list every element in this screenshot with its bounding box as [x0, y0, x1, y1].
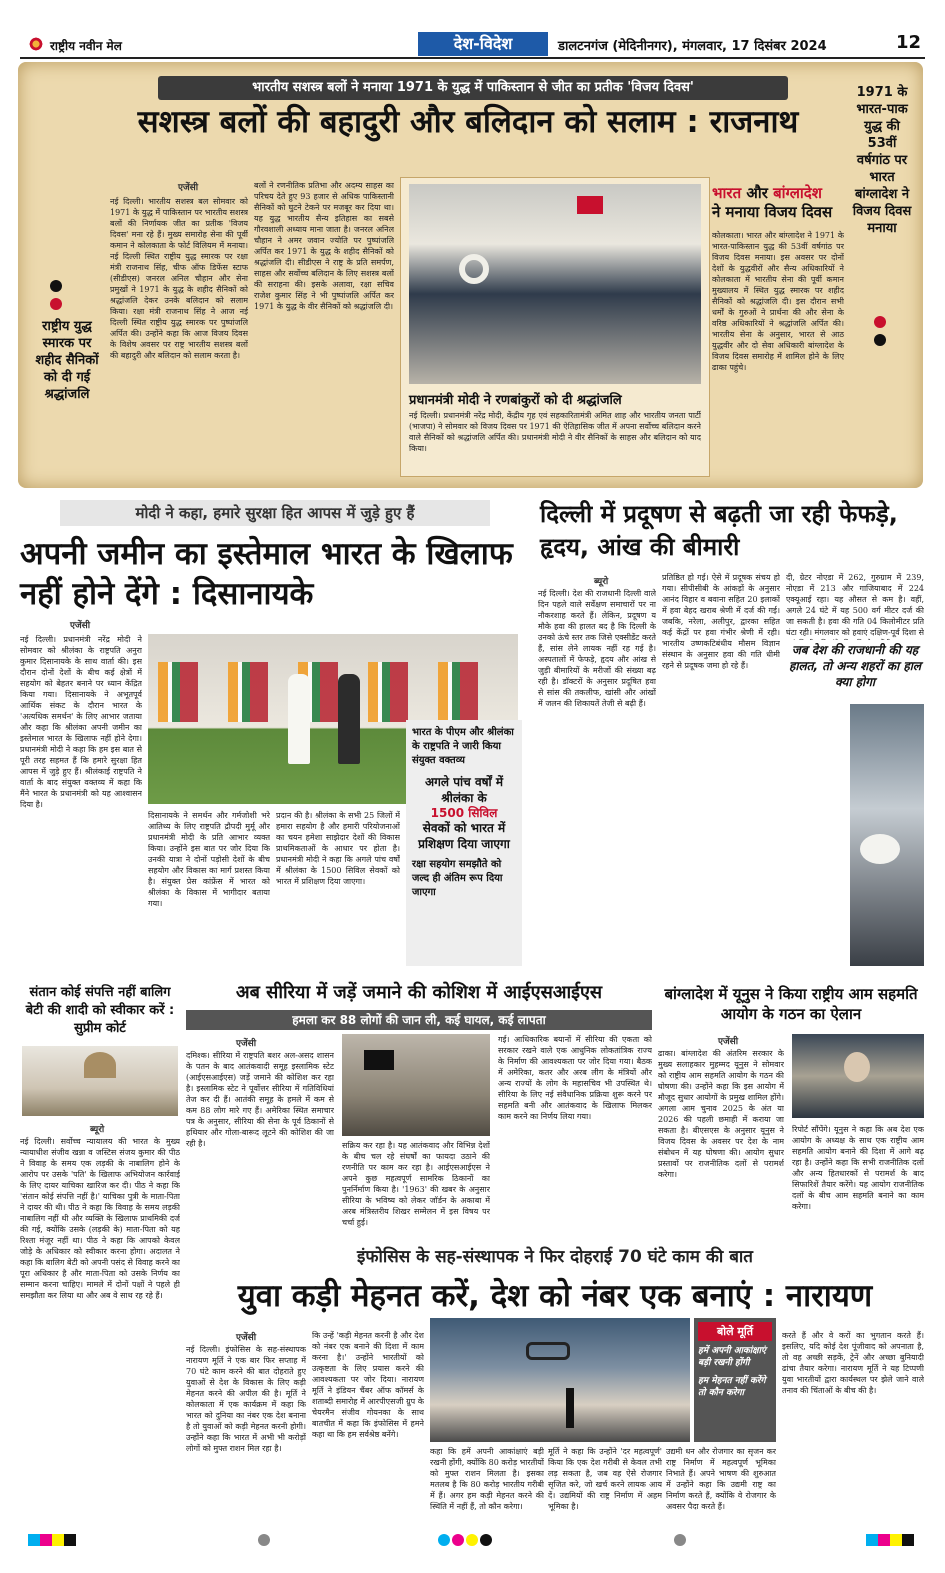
right-side-note: 1971 के भारत-पाक युद्ध की 53वीं वर्षगांठ पर भारत बांग्लादेश ने विजय दिवस मनाया [852, 85, 912, 236]
isis-fighters-photo [342, 1034, 490, 1136]
reg-mark-m [452, 1534, 464, 1546]
vijay-photo-caption: प्रधानमंत्री मोदी ने रणबांकुरों को दी श्रद्धांजलि [409, 393, 622, 408]
syria-col1: दमिश्क। सीरिया में राष्ट्रपति बशर अल-असद शासन के पतन के बाद आतंकवादी समूह इस्लामिक स्टेट (आईएसआईएस) जड़ें जमाने की कोशिश कर रहा है। इस्लामिक स्टेट ने पूर्वोत्तर सीरिया में गतिविधियां तेज कर दी हैं। आतंकी समूह के हमले में कम से कम 88 लोग मारे गए हैं। अमेरिका स्थित समाचार पत्र के अनुसार, सीरिया की सेना के पूर्व ठिकानों से हथियार और गोला-बारूद लूटने की कोशिश की जा रही है। [186, 1051, 334, 1148]
bd-vijay-word-india: भारत [712, 184, 742, 202]
yellow-block-r [890, 1534, 902, 1546]
section-label: देश-विदेश [418, 32, 548, 56]
narayan-story [186, 1244, 924, 1528]
magenta-block-r [878, 1534, 890, 1546]
paper-name: राष्ट्रीय नवीन मेल [50, 39, 122, 53]
yunus-photo [792, 1034, 924, 1118]
black-flag [364, 1050, 394, 1070]
narayan-col3: करते हैं और वे करों का भुगतान करते हैं। इसलिए, यदि कोई देश पूंजीवाद को अपनाता है, तो वह अच्छी सड़कें, ट्रेनें और अच्छा बुनियादी ढांचा तैयार करेगा। नारायण मूर्ति ने यह टिप्पणी युवा भारतीयों द्वारा कार्यस्थल पर झेले जाने वाले तनाव की चिंताओं के बीच की है। [782, 1331, 924, 1395]
page-number: 12 [895, 32, 921, 53]
delhi-col1: नई दिल्ली। देश की राजधानी दिल्ली वाले दिन पहले वाले सर्वेक्षण समाचारों पर ना नौकरशाह करते हैं। लेकिन, प्रदूषण य मौके हवा की हालत बद है कि दिल्ली के उनको ऊंचे स्तर तक जिसे एक्सीडेंट करते हैं, सांस लेने लायक नहीं रह गई है। अस्पतालों में फेफड़े, हृदय और आंख से जुड़ी बीमारियों के मरीजों की संख्या बढ़ रही है। डॉक्टरों के अनुसार प्रदूषित हवा से सांस की तकलीफ, खांसी और आंखों में जलन की शिकायतें तेजी से बढ़ी हैं। [538, 589, 656, 708]
fact-mid-1: अगले पांच वर्षों में श्रीलंका के [424, 775, 504, 805]
vijay-diwas-panel [18, 62, 923, 488]
bd-vijay-text: कोलकाता। भारत और बांग्लादेश ने 1971 के भारत-पाकिस्तान युद्ध की 53वीं वर्षगांठ पर विजय दिवस मनाया। इस अवसर पर दोनों देशों के युद्धवीरों और सैन्य अधिकारियों ने कोलकाता में भारतीय सेना की पूर्वी कमान मुख्यालय में स्थित युद्ध स्मारक पर शहीद सैनिकों को श्रद्धांजलि दी। इस दौरान सभी धर्मों के गुरुओं ने प्रार्थना की और सेना के वरिष्ठ अधिकारियों ने श्रद्धांजलि अर्पित की। भारतीय सेना के अनुसार, भारत से आठ युद्धवीर और दो सेवा अधिकारी बांग्लादेश के विजय दिवस समारोह में शामिल होने के लिए ढाका पहुंचे। [712, 231, 844, 372]
modi-fact-box [406, 720, 522, 966]
modi-story [20, 494, 530, 974]
right-dot-red [874, 316, 886, 328]
bd-byline: एजेंसी [718, 1037, 739, 1047]
black-block [64, 1534, 76, 1546]
magenta-block [40, 1534, 52, 1546]
bd-vijay-word-bangladesh: बांग्लादेश [773, 184, 822, 202]
bd-yunus-headline: बांग्लादेश में यूनुस ने किया राष्ट्रीय आम सहमति आयोग के गठन का ऐलान [664, 985, 918, 1023]
vijay-kicker: भारतीय सशस्त्र बलों ने मनाया 1971 के युद्ध में पाकिस्तान से जीत का प्रतीक 'विजय दिवस' [158, 76, 788, 100]
reg-mark-1 [258, 1534, 270, 1546]
header-rule [20, 57, 925, 59]
vijay-photo-text: नई दिल्ली। प्रधानमंत्री नरेंद्र मोदी, केंद्रीय गृह एवं सहकारितामंत्री अमित शाह और भारतीय जनता पार्टी (भाजपा) ने सोमवार को विजय दिवस पर 1971 की ऐतिहासिक जीत में अपना सर्वोच्च बलिदान करने वाले सैनिकों को श्रद्धांजलि अर्पित की। प्रधानमंत्री मोदी ने वीर सैनिकों के साहस और बलिदान को याद किया। [409, 411, 701, 453]
page-header [20, 30, 925, 60]
sc-headline: संतान कोई संपत्ति नहीं बालिग बेटी की शादी को स्वीकार करें : सुप्रीम कोर्ट [25, 985, 175, 1036]
color-registration-strip [20, 1534, 925, 1548]
vijay-col1: नई दिल्ली। भारतीय सशस्त्र बल सोमवार को 1971 के युद्ध में पाकिस्तान पर भारतीय सशस्त्र बलों की निर्णायक जीत का प्रतीक 'विजय दिवस' मना रहे हैं। मुख्य समारोह सेना की पूर्वी कमान ने कोलकाता के फोर्ट विलियम में मनाया। नई दिल्ली स्थित राष्ट्रीय युद्ध स्मारक पर रक्षा मंत्री राजनाथ सिंह, चीफ ऑफ डिफेंस स्टाफ (सीडीएस) जनरल अनिल चौहान और सेना प्रमुखों ने 1971 के युद्ध के शहीद सैनिकों को श्रद्धांजलि देकर उनके बलिदान को सलाम किया। रक्षा मंत्री राजनाथ सिंह ने आज नई दिल्ली स्थित राष्ट्रीय युद्ध स्मारक पर पुष्पांजलि अर्पित की। उन्होंने कहा कि आज विजय दिवस के विशेष अवसर पर राष्ट्र भारतीय सशस्त्र बलों की बहादुरी और बलिदान को सलाम करता है। [110, 197, 248, 360]
supreme-court-photo [22, 1046, 178, 1116]
delhi-col3-rest [786, 704, 846, 966]
vijay-byline: एजेंसी [178, 183, 199, 193]
narayan-murthy-photo [430, 1318, 690, 1442]
right-dot-black [874, 334, 886, 346]
bd-col2: रिपोर्ट सौंपेंगे। यूनुस ने कहा कि अब देश एक आयोग के अध्यक्ष के साथ एक राष्ट्रीय आम सहमति आयोग बनाने की दिशा में आगे बढ़ रहा है। उन्होंने कहा कि सभी राजनीतिक दलों और अन्य हितधारकों से परामर्श के बाद सिफारिशें तैयार करेंगे। यह आयोग राजनीतिक दलों के बीच आम सहमति बनाने का काम करेगा। [792, 1125, 924, 1211]
sc-text: नई दिल्ली। सर्वोच्च न्यायालय की भारत के मुख्य न्यायाधीश संजीव खन्ना व जस्टिस संजय कुमार की पीठ ने विवाह के समय एक लड़की के नाबालिग होने के आरोप पर उसके 'पति' के खिलाफ अभियोजन कार्रवाई के लिए दायर याचिका खारिज कर दी। पीठ ने कहा कि 'संतान कोई संपत्ति नहीं है।' याचिका पुत्री के माता-पिता ने दायर की थी। पीठ ने कहा कि विवाह के समय लड़की नाबालिग नहीं थी और व्यक्ति के खिलाफ प्राथमिकी दर्ज की गई, क्योंकि उसके (लड़की के) माता-पिता को यह रिश्ता मंजूर नहीं था। पीठ ने कहा कि आपको केवल जोड़े के अधिकार को स्वीकार करना होगा। अदालत ने कहा कि बालिग बेटी को अपनी पसंद से विवाह करने का पूरा अधिकार है और माता-पिता को उसके निर्णय का सम्मान करना चाहिए। मामले में दोनों पक्षों ने पहले ही समझौता कर लिया था और अब वे साथ रह रहे हैं। [20, 1137, 180, 1300]
quote-box-line-1: हमें अपनी आकांक्षाएं बड़ी रखनी होंगी [698, 1346, 766, 1368]
reg-mark-c [438, 1534, 450, 1546]
paper-logo [28, 36, 44, 52]
delhi-byline: ब्यूरो [594, 577, 609, 587]
mask-shape [860, 834, 900, 864]
narayan-headline: युवा कड़ी मेहनत करें, देश को नंबर एक बनाएं : नारायण [237, 1278, 873, 1314]
fact-bullet-1: भारत के पीएम और श्रीलंका के राष्ट्रपति ने जारी किया संयुक्त वक्तव्य [412, 727, 514, 766]
reg-mark-k [480, 1534, 492, 1546]
modi-kicker: मोदी ने कहा, हमारे सुरक्षा हित आपस में जुड़े हुए हैं [60, 500, 490, 526]
reg-mark-y [466, 1534, 478, 1546]
person-right [338, 674, 360, 764]
bd-yunus-story [658, 984, 924, 1236]
syria-subhead: हमला कर 88 लोगों की जान ली, कई घायल, कई लापता [186, 1010, 652, 1030]
wreath-shape [459, 254, 489, 284]
bd-vijay-headline [712, 184, 844, 222]
mask-man-photo [850, 704, 924, 966]
modi-col1: नई दिल्ली। प्रधानमंत्री नरेंद्र मोदी ने सोमवार को श्रीलंका के राष्ट्रपति अनुरा कुमार दिसानायके के साथ वार्ता की। इस दौरान दोनों देशों के बीच कई क्षेत्रों में सहयोग को बेहतर बनाने पर ध्यान केंद्रित किया गया। दिसानायके ने अभूतपूर्व आर्थिक संकट के दौरान भारत के 'अत्यधिक समर्थन' के लिए आभार जताया और कहा कि श्रीलंका अपनी जमीन का इस्तेमाल भारत के खिलाफ नहीं होने देगा। प्रधानमंत्री मोदी ने कहा कि हम इस बात से पूरी तरह सहमत हैं कि हमारे सुरक्षा हित आपस में जुड़े हुए हैं। श्रीलंकाई राष्ट्रपति ने वार्ता के बाद संयुक्त वक्तव्य में कहा कि मैंने भारत के प्रधानमंत्री को यह आश्वासन दिया है। [20, 635, 142, 809]
narayan-under3: उद्यमी धन और रोजगार का सृजन कर राष्ट्र निर्माण में महत्वपूर्ण भूमिका निभाते हैं। अपने भाषण की शुरुआत में उन्होंने कहा कि उद्यमी राष्ट्र का निर्माण करते हैं, क्योंकि वे रोजगार के अवसर पैदा करते हैं। [666, 1447, 776, 1511]
glasses-shape [526, 1342, 570, 1360]
cyan-block-r [866, 1534, 878, 1546]
syria-byline: एजेंसी [236, 1039, 257, 1049]
syria-col3: गई। आधिकारिक बयानों में सीरिया की एकता को सरकार रखने वाले एक आधुनिक लोकतांत्रिक राज्य के निर्माण की आवश्यकता पर जोर दिया गया। बैठक में अमेरिका, कतर और अरब लीग के मंत्रियों और अन्य राज्यों के लोग के महासचिव भी उपस्थित थे। सीरिया के लिए नई संवैधानिक प्रक्रिया शुरू करने पर सहमति बनी और आतंकवाद के खिलाफ मिलकर काम करने का निर्णय लिया गया। [498, 1035, 652, 1121]
delhi-col3: दी, ग्रेटर नोएडा में 262, गुरुग्राम में 239, नोएडा में 213 और गाजियाबाद में 224 एक्यूआई रहा। यह औसत से कम है। वहीं, अगले 24 घंटे में यह 500 वर्ग मीटर दर्ज की जा सकती है। हवा की गति 04 किलोमीटर प्रति घंटा रही। मंगलवार को हवाएं दक्षिण-पूर्व दिशा से [786, 573, 924, 637]
ribbon-dot-red [50, 298, 62, 310]
narayan-byline: एजेंसी [236, 1333, 257, 1343]
quote-box-title: बोले मूर्ति [698, 1322, 772, 1341]
person-left [288, 674, 310, 764]
vijay-photo-frame [400, 177, 710, 477]
left-note: राष्ट्रीय युद्ध स्मारक पर शहीद सैनिकों को दी गई श्रद्धांजलि [35, 319, 99, 402]
flag-red [577, 196, 603, 214]
bd-col1: ढाका। बांग्लादेश की अंतरिम सरकार के मुख्य सलाहकार मुहम्मद यूनुस ने सोमवार को राष्ट्रीय आम सहमति आयोग के गठन की घोषणा की। उन्होंने कहा कि इस आयोग में मौजूद सुधार आयोगों के प्रमुख शामिल होंगे। अगला आम चुनाव 2025 के अंत या 2026 की पहली छमाही में कराया जा सकता है। बीएसएस के अनुसार यूनुस ने विजय दिवस के अवसर पर देश के नाम संबोधन में यह घोषणा की। आयोग सुधार प्रस्तावों पर राजनीतिक दलों से परामर्श करेगा। [658, 1049, 784, 1179]
narayan-kicker: इंफोसिस के सह-संस्थापक ने फिर दोहराई 70 घंटे काम की बात [356, 1247, 754, 1267]
modi-byline: एजेंसी [70, 621, 91, 631]
narayan-under2: मूर्ति ने कहा कि उन्होंने 'दर महत्वपूर्ण' किया कि एक देश गरीबी से केवल तभी लड़ सकता है, जब वह ऐसे रोजगार सृजित करे, जो खर्च करने लायक आय दें। उद्यमियों की राष्ट्र निर्माण में अहम भूमिका है। [548, 1447, 662, 1511]
fact-bullet-2: रक्षा सहयोग समझौते को जल्द ही अंतिम रूप दिया जाएगा [412, 859, 503, 898]
delhi-pollution-story [538, 494, 924, 974]
bd-vijay-word-rest: ने मनाया विजय दिवस [712, 203, 833, 221]
reg-mark-2 [674, 1534, 686, 1546]
ribbon-dot [50, 280, 62, 292]
cyan-block [28, 1534, 40, 1546]
microphone-shape [566, 1388, 574, 1428]
narayan-col1: नई दिल्ली। इंफोसिस के सह-संस्थापक नारायण मूर्ति ने एक बार फिर सप्ताह में 70 घंटे काम करने की बात दोहराते हुए युवाओं से देश के विकास के लिए कड़ी मेहनत करने की अपील की है। मूर्ति ने कोलकाता में एक कार्यक्रम में कहा कि भारत को दुनिया का नंबर एक देश बनाना है तो युवाओं को कड़ी मेहनत करनी होगी। उन्होंने कहा कि भारत में अभी भी करोड़ों लोगों को मुफ्त राशन मिल रहा है। [186, 1345, 306, 1453]
modi-col2: दिसानायके ने समर्थन और गर्मजोशी भरे आतिथ्य के लिए राष्ट्रपति द्रौपदी मुर्मू और प्रधानमंत्री मोदी के प्रति आभार व्यक्त किया। उन्होंने इस बात पर जोर दिया कि उनकी यात्रा ने दोनों पड़ोसी देशों के बीच सहयोग और विकास का मार्ग प्रशस्त किया है। संयुक्त प्रेस कांफ्रेंस में भारत को श्रीलंका के विकास में भागीदार बताया गया। [148, 811, 270, 908]
vijay-headline: सशस्त्र बलों की बहादुरी और बलिदान को सलाम : राजनाथ [137, 104, 799, 140]
quote-box-line-2: हम मेहनत नहीं करेंगे तो कौन करेगा [698, 1376, 766, 1398]
dateline: डालटनगंज (मेदिनीनगर), मंगलवार, 17 दिसंबर 2024 [558, 39, 827, 54]
dome-shape [84, 1052, 116, 1078]
right-note-panel [850, 84, 914, 474]
narayan-under1: कहा कि हमें अपनी आकांक्षाएं बड़ी रखनी होंगी, क्योंकि 80 करोड़ भारतीयों को मुफ्त राशन मिलता है। इसका मतलब है कि 80 करोड़ भारतीय गरीबी में हैं। अगर हम कड़ी मेहनत करने की स्थिति में नहीं हैं, तो कौन करेगा। [430, 1447, 544, 1511]
murthy-quote-box [694, 1318, 776, 1442]
syria-col2: सक्रिय कर रहा है। यह आतंकवाद और विभिन्न देशों के बीच चल रहे संघर्षों का फायदा उठाने की रणनीति पर काम कर रहा है। आईएसआईएस ने अपने कुछ महत्वपूर्ण सामरिक ठिकानों का पुनर्निर्माण किया है। '1963' की खबर के अनुसार सीरिया के भविष्य को लेकर जॉर्डन के अकाबा में अरब मंत्रिस्तरीय शिखर सम्मेलन में इस विषय पर चर्चा हुई। [342, 1141, 490, 1227]
flags-row [158, 662, 508, 722]
narayan-col2: कि उन्हें 'कड़ी मेहनत करनी है और देश को नंबर एक बनाने की दिशा में काम करना है।' उन्होंने भारतीयों को उत्कृष्टता के लिए प्रयास करने की आवश्यकता पर जोर दिया। नारायण मूर्ति ने इंडियन चैंबर ऑफ कॉमर्स के शताब्दी समारोह में आरपीएसजी ग्रुप के चेयरमैन संजीव गोयनका के साथ बातचीत में कहा कि इंफोसिस में हमने कहा था कि हम सर्वश्रेष्ठ बनेंगे। [312, 1331, 424, 1439]
delhi-headline: दिल्ली में प्रदूषण से बढ़ती जा रही फेफड़े, हृदय, आंख की बीमारी [540, 500, 898, 561]
modi-col3: प्रदान की है। श्रीलंका के सभी 25 जिलों में हमारा सहयोग है और हमारी परियोजनाओं का चयन हमेशा साझेदार देशों की विकास प्राथमिकताओं के आधार पर होता है। प्रधानमंत्री मोदी ने कहा कि अगले पांच वर्षों में श्रीलंका के 1500 सिविल सेवकों को भारत में प्रशिक्षण दिया जाएगा। [276, 811, 400, 886]
fact-highlight: 1500 सिविल [430, 806, 498, 820]
bd-vijay-word-and: और [746, 184, 768, 202]
modi-headline: अपनी जमीन का इस्तेमाल भारत के खिलाफ नहीं होने देंगे : दिसानायके [20, 536, 513, 612]
sc-story [20, 984, 180, 1524]
delhi-col2: प्रतिष्ठित हो गई। ऐसे में प्रदूषक संचय हो गया। सीपीसीबी के आंकड़ों के अनुसार आनंद विहार व बवाना सहित 20 इलाकों में हवा बेहद खराब श्रेणी में दर्ज की गई। जबकि, नरेला, अलीपुर, द्वारका सहित कई केंद्रों पर हवा गंभीर श्रेणी में रही। भारतीय उष्णकटिबंधीय मौसम विज्ञान संस्थान के अनुसार हवा की गति धीमी रहने से प्रदूषक जमा हो रहे हैं। [662, 573, 780, 670]
fact-mid-2: सेवकों को भारत में प्रशिक्षण दिया जाएगा [418, 821, 510, 851]
syria-story [186, 984, 652, 1236]
sc-byline: ब्यूरो [90, 1125, 105, 1135]
yellow-block [52, 1534, 64, 1546]
wreath-ceremony-photo [409, 184, 701, 384]
head-shape [844, 1052, 870, 1082]
vijay-col2: बलों ने रणनीतिक प्रतिभा और अदम्य साहस का परिचय देते हुए 93 हजार से अधिक पाकिस्तानी सैनिकों को घुटने टेकने पर मजबूर कर दिया था। यह युद्ध भारतीय सैन्य इतिहास का सबसे गौरवशाली अध्याय माना जाता है। जनरल अनिल चौहान ने अमर जवान ज्योति पर पुष्पांजलि अर्पित कर 1971 के युद्ध के शहीद सैनिकों को श्रद्धांजलि दी। सीडीएस ने राष्ट्र के प्रति समर्पण, साहस और सर्वोच्च बलिदान के लिए सशस्त्र बलों की सराहना की। इसके अलावा, रक्षा सचिव राजेश कुमार सिंह ने भी पुष्पांजलि अर्पित कर 1971 के युद्ध के वीर सैनिकों को श्रद्धांजलि दी। [254, 181, 394, 311]
black-block-r [902, 1534, 914, 1546]
delhi-quote: जब देश की राजधानी की यह हालत, तो अन्य शहरों का हाल क्या होगा [788, 643, 921, 689]
syria-headline: अब सीरिया में जड़ें जमाने की कोशिश में आईएसआईएस [235, 982, 603, 1003]
